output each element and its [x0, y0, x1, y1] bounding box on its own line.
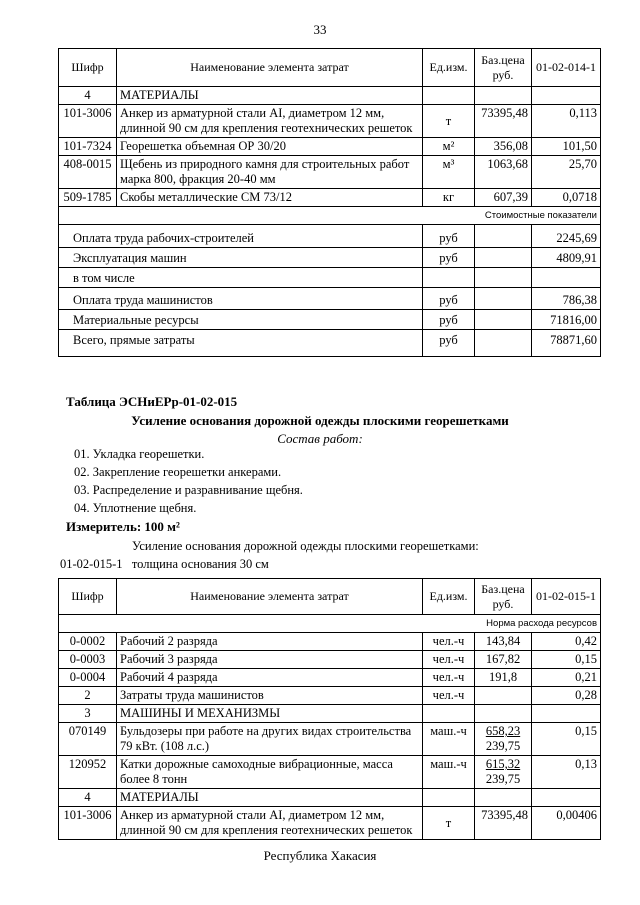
table-row: 101-7324 Георешетка объемная ОР 30/20 м² 356,08 101,50 — [59, 138, 601, 156]
header-unit: Ед.изм. — [423, 49, 475, 87]
header-code: Шифр — [59, 579, 117, 615]
work-composition-heading: Состав работ: — [277, 431, 363, 446]
table-row: 509-1785 Скобы металлические СМ 73/12 кг 607,39 0,0718 — [59, 189, 601, 207]
section-heading: Усиление основания дорожной одежды плоскими георешетками — [131, 413, 509, 428]
section-title: МАТЕРИАЛЫ — [117, 87, 423, 105]
totals-row: Эксплуатация машин руб 4809,91 — [59, 248, 601, 268]
totals-row: Оплата труда машинистов руб 786,38 — [59, 288, 601, 310]
work-item: 01. Укладка георешетки. — [74, 447, 205, 461]
header-code: Шифр — [59, 49, 117, 87]
totals-row: Всего, прямые затраты руб 78871,60 — [59, 330, 601, 357]
section-number: 3 — [59, 705, 117, 723]
section-number: 4 — [59, 789, 117, 807]
table-row: 2 Затраты труда машинистов чел.-ч 0,28 — [59, 687, 601, 705]
totals-row: Оплата труда рабочих-строителей руб 2245,69 — [59, 225, 601, 248]
table-title: Таблица ЭСНиЕРр-01-02-015 — [66, 394, 238, 409]
resource-table-1 — [58, 48, 601, 357]
page-number: 33 — [313, 22, 327, 37]
table-row: 101-3006 Анкер из арматурной стали AI, диаметром 12 мм, длинной 90 см для крепления геотехнических решеток т 73395,48 0,00406 — [59, 807, 601, 840]
section-title: МАШИНЫ И МЕХАНИЗМЫ — [117, 705, 423, 723]
totals-row: в том числе — [59, 268, 601, 288]
table-row: 101-3006 Анкер из арматурной стали AI, диаметром 12 мм, длинной 90 см для крепления геотехнических решеток т 73395,48 0,113 — [59, 105, 601, 138]
header-column-code: 01-02-015-1 — [532, 579, 601, 615]
norm-description: Усиление основания дорожной одежды плоскими георешетками: — [132, 539, 479, 553]
work-item: 04. Уплотнение щебня. — [74, 501, 197, 515]
header-price: Баз.цена руб. — [475, 579, 532, 615]
header-unit: Ед.изм. — [423, 579, 475, 615]
header-name: Наименование элемента затрат — [117, 49, 423, 87]
cost-indicators-subheader: Стоимостные показатели — [59, 207, 601, 225]
table-row: 070149 Бульдозеры при работе на других видах строительства 79 кВт. (108 л.с.) маш.-ч 658,23 239,75 0,15 — [59, 723, 601, 756]
section-title: МАТЕРИАЛЫ — [117, 789, 423, 807]
header-name: Наименование элемента затрат — [117, 579, 423, 615]
table-row: 0-0002 Рабочий 2 разряда чел.-ч 143,84 0,42 — [59, 633, 601, 651]
measure-unit: Измеритель: 100 м² — [66, 519, 180, 534]
norm-code-description: 01-02-015-1 толщина основания 30 см — [60, 557, 269, 571]
resource-table-2 — [58, 578, 601, 840]
work-item: 03. Распределение и разравнивание щебня. — [74, 483, 303, 497]
header-column-code: 01-02-014-1 — [532, 49, 601, 87]
totals-row: Материальные ресурсы руб 71816,00 — [59, 310, 601, 330]
resource-norm-subheader: Норма расхода ресурсов — [59, 615, 601, 633]
table-row: 0-0004 Рабочий 4 разряда чел.-ч 191,8 0,21 — [59, 669, 601, 687]
table-row: 408-0015 Щебень из природного камня для строительных работ марка 800, фракция 20-40 мм м³ 1063,68 25,70 — [59, 156, 601, 189]
section-number: 4 — [59, 87, 117, 105]
table-row: 120952 Катки дорожные самоходные вибрационные, масса более 8 тонн маш.-ч 615,32 239,75 0,13 — [59, 756, 601, 789]
header-price: Баз.цена руб. — [475, 49, 532, 87]
work-item: 02. Закрепление георешетки анкерами. — [74, 465, 282, 479]
footer-region: Республика Хакасия — [263, 848, 377, 863]
table-row: 0-0003 Рабочий 3 разряда чел.-ч 167,82 0,15 — [59, 651, 601, 669]
